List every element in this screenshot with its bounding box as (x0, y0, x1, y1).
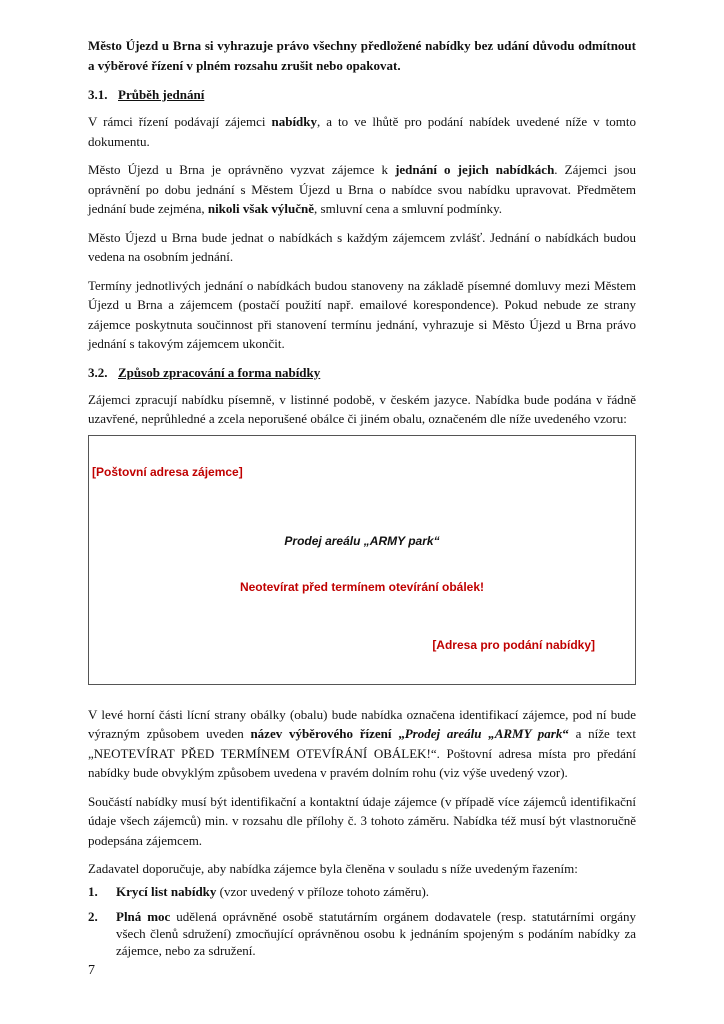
paragraph-identification: Součástí nabídky musí být identifikační a kontaktní údaje zájemce (v případě více zájemců identifikační údaje všech zájemců) min. v rozsahu dle přílohy č. 3 tohoto záměru. Nabídka též musí být vlastnoručně podepsána zájemcem. (88, 793, 636, 848)
offer-structure-list (88, 883, 636, 959)
paragraph-offers: V rámci řízení podávají zájemci nabídky, a to ve lhůtě pro podání nabídek uvedené níže v tomto dokumentu. (88, 114, 636, 149)
section-number: 3.1. (88, 87, 108, 102)
envelope-sender-address: [Poštovní adresa zájemce] (92, 464, 243, 479)
document-page (88, 36, 636, 967)
section-3-1-heading (88, 85, 636, 104)
paragraph-ordering: Zadavatel doporučuje, aby nabídka zájemce byla členěna v souladu s níže uvedeným řazením: (88, 861, 578, 876)
paragraph-envelope-label: V levé horní části lícní strany obálky (obalu) bude nabídka označena identifikací zájemce, pod ní bude výrazným způsobem uveden název výběrového řízení „Prodej areálu „ARMY park“ a níže text „NEOTEVÍRAT PŘED TERMÍNEM OTEVÍRÁNÍ OBÁLEK!“. Poštovní adresa místa pro předání nabídky bude obvyklým způsobem uvedena v pravém dolním rohu (viz výše uvedený vzor). (88, 706, 636, 780)
paragraph-negotiation: Město Újezd u Brna je oprávněno vyzvat zájemce k jednání o jejich nabídkách. Zájemci jsou oprávnění po dobu jednání s Městem Újezd u Brna o nabídce svou nabídku upravovat. Předmětem jednání bude zejména, nikoli však výlučně, smluvní cena a smluvní podmínky. (88, 162, 636, 216)
intro-paragraph: Město Újezd u Brna si vyhrazuje právo všechny předložené nabídky bez udání důvodu odmítnout a výběrové řízení v plném rozsahu zrušit nebo opakovat. (88, 38, 636, 73)
section-title: Způsob zpracování a forma nabídky (118, 364, 321, 380)
paragraph-separate-negotiation: Město Újezd u Brna bude jednat o nabídkách s každým zájemcem zvlášť. Jednání o nabídkách budou vedena na osobním jednání. (88, 229, 636, 264)
envelope-delivery-address: [Adresa pro podání nabídky] (432, 637, 595, 652)
list-item: 1. Krycí list nabídky (vzor uvedený v příloze tohoto záměru). (88, 883, 430, 899)
section-number: 3.2. (88, 364, 108, 380)
list-item: 2. Plná moc udělená oprávněné osobě statutárním orgánem dodavatele (resp. statutárními orgány všech členů sdružení) zmocňující oprávněnou osobu k jednáním spojeným s podáním nabídky za zájemce, nebo za sdružení. (88, 908, 636, 958)
paragraph-form: Zájemci zpracují nabídku písemně, v listinné podobě, v českém jazyce. Nabídka bude podána v řádně uzavřené, neprůhledné a zcela neporušené obálce či jiném obalu, označeném dle níže uvedeného vzoru: (88, 391, 636, 426)
section-title: Průběh jednání (118, 87, 205, 102)
paragraph-terms: Termíny jednotlivých jednání o nabídkách budou stanoveny na základě písemné domluvy mezi Městem Újezd u Brna a zájemcem (postačí použití např. emailové korespondence). Pokud nebude ze strany zájemce poskytnuta součinnost při stanovení termínu jednání, vyhrazuje si Město Újezd u Brna právo jednání s takovým zájemcem ukončit. (88, 277, 636, 351)
envelope-template (88, 435, 636, 685)
envelope-subject: Prodej areálu „ARMY park“ (284, 533, 440, 548)
section-3-2-heading (88, 363, 636, 382)
page-number: 7 (88, 963, 95, 978)
envelope-warning: Neotevírat před termínem otevírání obálek! (239, 579, 485, 594)
